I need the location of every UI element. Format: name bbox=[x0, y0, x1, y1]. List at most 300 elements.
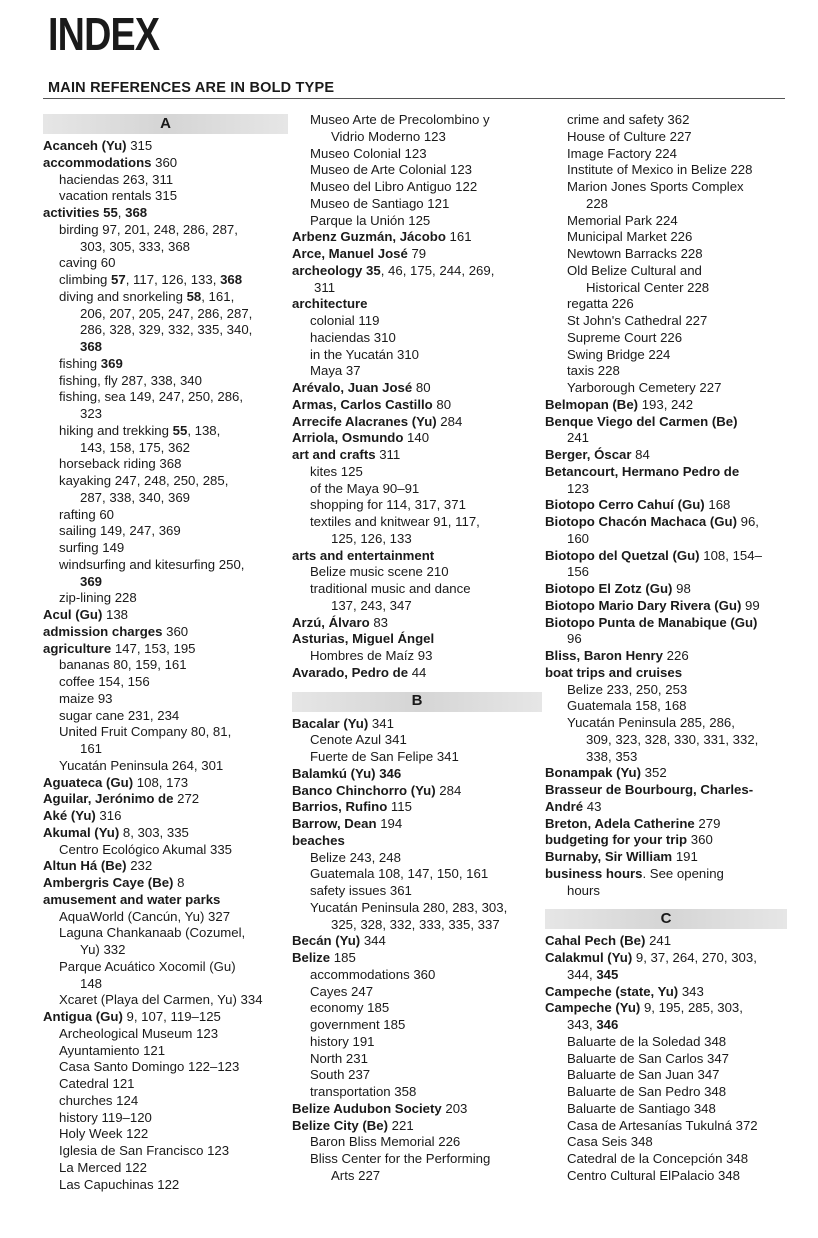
entry-text: 43 bbox=[583, 798, 602, 814]
entry-text: Cahal Pech (Be) bbox=[545, 933, 646, 949]
section-header-b: B bbox=[292, 692, 542, 712]
page-title: INDEX bbox=[48, 8, 160, 60]
entry-text: Biotopo Mario Dary Rivera (Gu) bbox=[545, 597, 742, 613]
index-entry bbox=[43, 657, 288, 674]
index-entry bbox=[43, 339, 288, 356]
index-entry bbox=[545, 263, 787, 280]
index-entry bbox=[292, 1051, 542, 1068]
entry-text: 115 bbox=[387, 799, 412, 815]
index-entry bbox=[43, 440, 288, 457]
entry-text: Newtown Barracks 228 bbox=[567, 246, 703, 261]
entry-text: Ambergris Caye (Be) bbox=[43, 875, 174, 890]
entry-text: bananas 80, 159, 161 bbox=[59, 657, 187, 673]
index-entry bbox=[43, 858, 288, 875]
entry-text: Baluarte de la Soledad 348 bbox=[567, 1033, 727, 1049]
entry-text: Calakmul (Yu) bbox=[545, 950, 633, 965]
entry-text: Campeche (Yu) bbox=[545, 1000, 641, 1016]
index-entry bbox=[292, 967, 542, 984]
index-entry bbox=[43, 1026, 288, 1043]
entry-text: Arts 227 bbox=[331, 1167, 381, 1183]
entry-text: 316 bbox=[95, 808, 122, 823]
entry-text: 344 bbox=[360, 933, 386, 949]
entry-text: Yucatán Peninsula 285, 286, bbox=[567, 715, 735, 730]
entry-text: 241 bbox=[645, 933, 672, 949]
entry-text: 279 bbox=[694, 815, 721, 831]
index-entry bbox=[292, 196, 542, 213]
entry-text: Arce, Manuel José bbox=[292, 246, 408, 261]
entry-text: 96 bbox=[567, 631, 582, 647]
entry-text: André bbox=[545, 798, 584, 814]
index-entry bbox=[545, 1017, 787, 1034]
index-entry bbox=[545, 1101, 787, 1118]
index-entry bbox=[292, 631, 542, 648]
index-entry bbox=[292, 950, 542, 967]
index-entry bbox=[545, 229, 787, 246]
index-entry bbox=[292, 531, 542, 548]
entry-text: 228 bbox=[586, 195, 609, 211]
entry-text: hours bbox=[567, 882, 600, 898]
index-entry bbox=[545, 497, 787, 514]
index-entry bbox=[43, 724, 288, 741]
entry-text: 343, bbox=[567, 1017, 597, 1032]
index-entry bbox=[43, 1110, 288, 1127]
index-entry bbox=[43, 875, 288, 892]
entry-text: Biotopo El Zotz (Gu) bbox=[545, 581, 673, 596]
entry-text: history 191 bbox=[310, 1033, 375, 1049]
entry-text: 9, 37, 264, 270, 303, bbox=[632, 950, 757, 965]
entry-text: 79 bbox=[407, 246, 427, 261]
entry-text: 185 bbox=[330, 950, 356, 965]
index-entry bbox=[545, 715, 787, 732]
entry-text: Yucatán Peninsula 264, 301 bbox=[59, 757, 224, 773]
entry-text: Belize bbox=[292, 950, 331, 965]
index-entry bbox=[545, 280, 787, 297]
index-entry bbox=[545, 1034, 787, 1051]
entry-text: Betancourt, Hermano Pedro de bbox=[545, 463, 740, 479]
entry-text: Swing Bridge 224 bbox=[567, 346, 671, 362]
index-entry bbox=[43, 641, 288, 658]
index-entry bbox=[292, 933, 542, 950]
entry-text: Akumal (Yu) bbox=[43, 824, 120, 840]
entry-text: textiles and knitwear 91, 117, bbox=[310, 514, 480, 529]
entry-text: 226 bbox=[663, 648, 689, 663]
index-entry bbox=[292, 648, 542, 665]
index-entry bbox=[545, 481, 787, 498]
entry-text: history 119–120 bbox=[59, 1109, 152, 1125]
index-entry bbox=[43, 976, 288, 993]
index-entry bbox=[545, 162, 787, 179]
entry-text: Laguna Chankanaab (Cozumel, bbox=[59, 925, 246, 941]
entry-text: 360 bbox=[687, 832, 713, 848]
index-entry bbox=[545, 548, 787, 565]
entry-text: 108, 154– bbox=[699, 547, 762, 563]
entry-text: sailing 149, 247, 369 bbox=[59, 523, 181, 539]
index-entry bbox=[545, 765, 787, 782]
entry-text: 108, 173 bbox=[133, 774, 189, 790]
entry-text: Belize 243, 248 bbox=[310, 849, 401, 865]
index-entry bbox=[292, 447, 542, 464]
entry-text: Municipal Market 226 bbox=[567, 229, 693, 245]
entry-text: Marion Jones Sports Complex bbox=[567, 179, 744, 194]
entry-text: Old Belize Cultural and bbox=[567, 262, 702, 278]
entry-text: 168 bbox=[704, 497, 731, 513]
entry-text: 44 bbox=[408, 664, 427, 680]
entry-text: North 231 bbox=[310, 1050, 368, 1066]
index-entry bbox=[545, 967, 787, 984]
index-entry bbox=[43, 992, 288, 1009]
entry-text: United Fruit Company 80, 81, bbox=[59, 724, 232, 740]
entry-text: 138 bbox=[102, 607, 129, 622]
entry-text: St John's Cathedral 227 bbox=[567, 313, 708, 328]
entry-text: 55 bbox=[103, 205, 118, 220]
index-entry bbox=[43, 406, 288, 423]
index-entry bbox=[43, 138, 288, 155]
index-entry bbox=[545, 933, 787, 950]
entry-text: horseback riding 368 bbox=[59, 456, 182, 472]
entry-text: climbing bbox=[59, 272, 112, 287]
entry-text: kites 125 bbox=[310, 463, 363, 479]
index-entry bbox=[292, 581, 542, 598]
entry-text: Berger, Óscar bbox=[545, 447, 632, 462]
entry-text: 58 bbox=[186, 288, 202, 304]
index-entry bbox=[292, 497, 542, 514]
entry-text: 346 bbox=[375, 765, 402, 781]
entry-text: Bliss, Baron Henry bbox=[545, 648, 663, 663]
entry-text: art and crafts bbox=[292, 447, 376, 462]
entry-text: diving and snorkeling bbox=[59, 288, 187, 304]
index-entry bbox=[43, 289, 288, 306]
index-entry bbox=[43, 188, 288, 205]
entry-text: Supreme Court 226 bbox=[567, 329, 683, 345]
entry-text: 346 bbox=[596, 1017, 619, 1032]
index-entry bbox=[43, 423, 288, 440]
index-entry bbox=[292, 984, 542, 1001]
index-entry bbox=[43, 674, 288, 691]
index-entry bbox=[43, 909, 288, 926]
index-entry bbox=[292, 363, 542, 380]
entry-text: Image Factory 224 bbox=[567, 145, 677, 161]
entry-text: Baluarte de San Pedro 348 bbox=[567, 1084, 727, 1099]
entry-text: 369 bbox=[80, 573, 103, 589]
entry-text: Arriola, Osmundo bbox=[292, 430, 404, 446]
index-entry bbox=[43, 540, 288, 557]
entry-text: Armas, Carlos Castillo bbox=[292, 396, 433, 412]
header-rule bbox=[43, 98, 785, 99]
entry-text: archeology bbox=[292, 262, 363, 278]
index-entry bbox=[292, 1151, 542, 1168]
entry-text: South 237 bbox=[310, 1067, 371, 1083]
entry-text: Biotopo Chacón Machaca (Gu) bbox=[545, 514, 737, 529]
index-entry bbox=[292, 598, 542, 615]
entry-text: Altun Há (Be) bbox=[43, 858, 127, 874]
index-entry bbox=[292, 917, 542, 934]
entry-text: 303, 305, 333, 368 bbox=[80, 238, 190, 254]
index-entry bbox=[43, 1076, 288, 1093]
index-entry bbox=[43, 255, 288, 272]
entry-text: , 46, 175, 244, 269, bbox=[380, 262, 495, 278]
index-entry bbox=[545, 347, 787, 364]
index-entry bbox=[292, 783, 542, 800]
entry-text: 369 bbox=[100, 355, 123, 371]
index-entry bbox=[545, 631, 787, 648]
entry-text: 311 bbox=[375, 447, 401, 462]
index-entry bbox=[292, 162, 542, 179]
entry-text: activities bbox=[43, 205, 100, 220]
index-entry bbox=[292, 732, 542, 749]
index-entry bbox=[545, 581, 787, 598]
index-entry bbox=[43, 222, 288, 239]
page-subtitle: MAIN REFERENCES ARE IN BOLD TYPE bbox=[48, 80, 335, 96]
index-entry bbox=[43, 1126, 288, 1143]
entry-text: Institute of Mexico in Belize 228 bbox=[567, 162, 753, 178]
entry-text: crime and safety 362 bbox=[567, 112, 690, 127]
section-header-a: A bbox=[43, 114, 288, 134]
index-entry bbox=[292, 146, 542, 163]
entry-text: colonial 119 bbox=[310, 313, 380, 328]
entry-text: Parque Acuático Xocomil (Gu) bbox=[59, 958, 236, 974]
index-entry bbox=[545, 397, 787, 414]
entry-text: 8 bbox=[173, 875, 185, 890]
index-entry bbox=[43, 456, 288, 473]
section-header-c: C bbox=[545, 909, 787, 929]
index-entry bbox=[43, 1093, 288, 1110]
index-entry bbox=[292, 900, 542, 917]
entry-text: 123 bbox=[567, 480, 590, 496]
entry-text: Baluarte de San Carlos 347 bbox=[567, 1050, 730, 1066]
entry-text: transportation 358 bbox=[310, 1084, 417, 1099]
index-entry bbox=[43, 272, 288, 289]
index-entry bbox=[292, 380, 542, 397]
entry-text: regatta 226 bbox=[567, 296, 634, 312]
entry-text: 84 bbox=[631, 447, 650, 462]
index-entry bbox=[292, 833, 542, 850]
entry-text: 206, 207, 205, 247, 286, 287, bbox=[80, 305, 253, 321]
entry-text: amusement and water parks bbox=[43, 891, 221, 907]
index-entry bbox=[545, 414, 787, 431]
entry-text: 147, 153, 195 bbox=[111, 640, 196, 656]
index-entry bbox=[292, 229, 542, 246]
index-entry bbox=[43, 239, 288, 256]
index-entry bbox=[545, 782, 787, 799]
entry-text: Maya 37 bbox=[310, 363, 361, 379]
entry-text: Aguilar, Jerónimo de bbox=[43, 791, 174, 807]
entry-text: Bacalar (Yu) bbox=[292, 715, 369, 731]
entry-text: Aguateca (Gu) bbox=[43, 774, 134, 790]
index-entry bbox=[292, 1017, 542, 1034]
entry-text: 55 bbox=[172, 422, 188, 438]
index-list bbox=[292, 112, 542, 682]
index-entry bbox=[545, 665, 787, 682]
entry-text: Centro Cultural ElPalacio 348 bbox=[567, 1167, 740, 1183]
entry-text: 156 bbox=[567, 564, 590, 580]
entry-text: budgeting for your trip bbox=[545, 832, 688, 848]
entry-text: 194 bbox=[376, 816, 403, 831]
index-entry bbox=[43, 356, 288, 373]
index-entry bbox=[545, 447, 787, 464]
entry-text: 343 bbox=[678, 983, 704, 999]
entry-text: Yu) 332 bbox=[80, 942, 126, 957]
entry-text: Hombres de Maíz 93 bbox=[310, 648, 433, 663]
index-entry bbox=[545, 1118, 787, 1135]
entry-text: coffee 154, 156 bbox=[59, 674, 150, 689]
index-entry bbox=[292, 564, 542, 581]
entry-text: haciendas 310 bbox=[310, 329, 396, 345]
index-entry bbox=[545, 430, 787, 447]
index-entry bbox=[545, 698, 787, 715]
index-entry bbox=[545, 330, 787, 347]
entry-text: 9, 107, 119–125 bbox=[122, 1009, 221, 1024]
entry-text: 57 bbox=[111, 272, 126, 287]
index-entry bbox=[43, 172, 288, 189]
entry-text: . See opening bbox=[642, 865, 724, 881]
index-entry bbox=[43, 490, 288, 507]
index-entry bbox=[292, 799, 542, 816]
index-entry bbox=[43, 373, 288, 390]
entry-text: 232 bbox=[126, 858, 153, 874]
entry-text: Baron Bliss Memorial 226 bbox=[310, 1134, 461, 1150]
entry-text: Brasseur de Bourbourg, Charles- bbox=[545, 782, 754, 797]
entry-text: of the Maya 90–91 bbox=[310, 480, 420, 496]
entry-text: Belize 233, 250, 253 bbox=[567, 681, 688, 697]
index-entry bbox=[43, 842, 288, 859]
entry-text: 125, 126, 133 bbox=[331, 530, 412, 546]
entry-text: Cayes 247 bbox=[310, 983, 374, 999]
index-entry bbox=[292, 816, 542, 833]
index-entry bbox=[292, 1134, 542, 1151]
entry-text: rafting 60 bbox=[59, 506, 114, 522]
entry-text: Yarborough Cemetery 227 bbox=[567, 380, 722, 395]
index-entry bbox=[292, 213, 542, 230]
entry-text: Museo de Arte Colonial 123 bbox=[310, 162, 473, 178]
entry-text: Catedral de la Concepción 348 bbox=[567, 1151, 749, 1166]
entry-text: 352 bbox=[641, 765, 667, 781]
index-entry bbox=[292, 850, 542, 867]
entry-text: Guatemala 158, 168 bbox=[567, 698, 687, 714]
index-entry bbox=[545, 1084, 787, 1101]
entry-text: Biotopo del Quetzal (Gu) bbox=[545, 547, 700, 563]
entry-text: architecture bbox=[292, 296, 368, 312]
entry-text: admission charges bbox=[43, 623, 163, 639]
entry-text: shopping for 114, 317, 371 bbox=[310, 497, 466, 513]
entry-text: Museo Arte de Precolombino y bbox=[310, 112, 490, 127]
entry-text: Museo del Libro Antiguo 122 bbox=[310, 179, 478, 194]
index-entry bbox=[292, 430, 542, 447]
entry-text: Parque la Unión 125 bbox=[310, 212, 431, 228]
index-entry bbox=[43, 590, 288, 607]
entry-text: , 117, 126, 133, bbox=[125, 272, 221, 287]
index-entry bbox=[292, 330, 542, 347]
entry-text: Arévalo, Juan José bbox=[292, 380, 413, 395]
index-entry bbox=[43, 507, 288, 524]
entry-text: Aké (Yu) bbox=[43, 808, 96, 823]
entry-text: Archeological Museum 123 bbox=[59, 1025, 219, 1041]
index-entry bbox=[43, 1177, 288, 1194]
entry-text: 344, bbox=[567, 966, 597, 982]
index-entry bbox=[545, 1051, 787, 1068]
index-entry bbox=[292, 112, 542, 129]
entry-text: 160 bbox=[567, 530, 590, 546]
index-entry bbox=[43, 825, 288, 842]
index-entry bbox=[292, 263, 542, 280]
entry-text: zip-lining 228 bbox=[59, 590, 137, 606]
entry-text: , 138, bbox=[187, 422, 221, 438]
entry-text: 9, 195, 285, 303, bbox=[640, 1000, 743, 1016]
entry-text: surfing 149 bbox=[59, 540, 125, 555]
entry-text: 368 bbox=[80, 339, 103, 354]
entry-text: Baluarte de San Juan 347 bbox=[567, 1067, 720, 1083]
index-entry bbox=[292, 1118, 542, 1135]
entry-text: Barrios, Rufino bbox=[292, 799, 388, 815]
entry-text: Casa Santo Domingo 122–123 bbox=[59, 1059, 240, 1075]
index-entry bbox=[292, 1067, 542, 1084]
entry-text: fishing, sea 149, 247, 250, 286, bbox=[59, 389, 244, 405]
index-entry bbox=[292, 397, 542, 414]
entry-text: government 185 bbox=[310, 1017, 406, 1032]
entry-text: 325, 328, 332, 333, 335, 337 bbox=[331, 916, 500, 932]
index-entry bbox=[292, 749, 542, 766]
entry-text: Belize City (Be) bbox=[292, 1117, 388, 1133]
index-entry bbox=[545, 1151, 787, 1168]
index-entry bbox=[43, 1009, 288, 1026]
entry-text: traditional music and dance bbox=[310, 581, 471, 596]
entry-text: 161 bbox=[445, 229, 472, 245]
entry-text: Acul (Gu) bbox=[43, 607, 103, 622]
entry-text: Iglesia de San Francisco 123 bbox=[59, 1143, 230, 1158]
entry-text: 221 bbox=[388, 1117, 414, 1133]
entry-text: Casa Seis 348 bbox=[567, 1134, 653, 1150]
entry-text: 241 bbox=[567, 430, 590, 446]
entry-text: Barrow, Dean bbox=[292, 816, 377, 831]
entry-text: 148 bbox=[80, 975, 103, 991]
index-entry bbox=[292, 716, 542, 733]
index-entry bbox=[292, 866, 542, 883]
entry-text: 8, 303, 335 bbox=[119, 824, 189, 840]
index-entry bbox=[545, 732, 787, 749]
entry-text: Centro Ecológico Akumal 335 bbox=[59, 841, 233, 857]
entry-text: Bliss Center for the Performing bbox=[310, 1151, 491, 1166]
entry-text: 272 bbox=[173, 791, 200, 807]
entry-text: Banco Chinchorro (Yu) bbox=[292, 782, 436, 798]
entry-text: 284 bbox=[436, 413, 463, 429]
index-entry bbox=[43, 205, 288, 222]
entry-text: Asturias, Miguel Ángel bbox=[292, 631, 435, 647]
entry-text: Guatemala 108, 147, 150, 161 bbox=[310, 866, 489, 882]
index-entry bbox=[292, 313, 542, 330]
index-entry bbox=[43, 925, 288, 942]
entry-text: La Merced 122 bbox=[59, 1159, 147, 1175]
entry-text: fishing bbox=[59, 355, 101, 371]
index-entry bbox=[292, 129, 542, 146]
entry-text: 338, 353 bbox=[586, 748, 638, 764]
entry-text: Belize music scene 210 bbox=[310, 564, 449, 580]
index-list bbox=[292, 716, 542, 1185]
entry-text: 286, 328, 329, 332, 335, 340, bbox=[80, 322, 253, 338]
entry-text: Casa de Artesanías Tukulná 372 bbox=[567, 1117, 758, 1133]
entry-text: caving 60 bbox=[59, 255, 116, 271]
entry-text: 323 bbox=[80, 406, 103, 421]
entry-text: safety issues 361 bbox=[310, 883, 412, 898]
entry-text: birding 97, 201, 248, 286, 287, bbox=[59, 221, 238, 237]
index-entry bbox=[43, 708, 288, 725]
entry-text: 99 bbox=[741, 597, 760, 613]
index-entry bbox=[43, 1143, 288, 1160]
entry-text: , 161, bbox=[201, 288, 235, 304]
entry-text: Catedral 121 bbox=[59, 1076, 135, 1091]
index-entry bbox=[292, 548, 542, 565]
index-entry bbox=[292, 1101, 542, 1118]
index-entry bbox=[545, 531, 787, 548]
index-entry bbox=[545, 799, 787, 816]
